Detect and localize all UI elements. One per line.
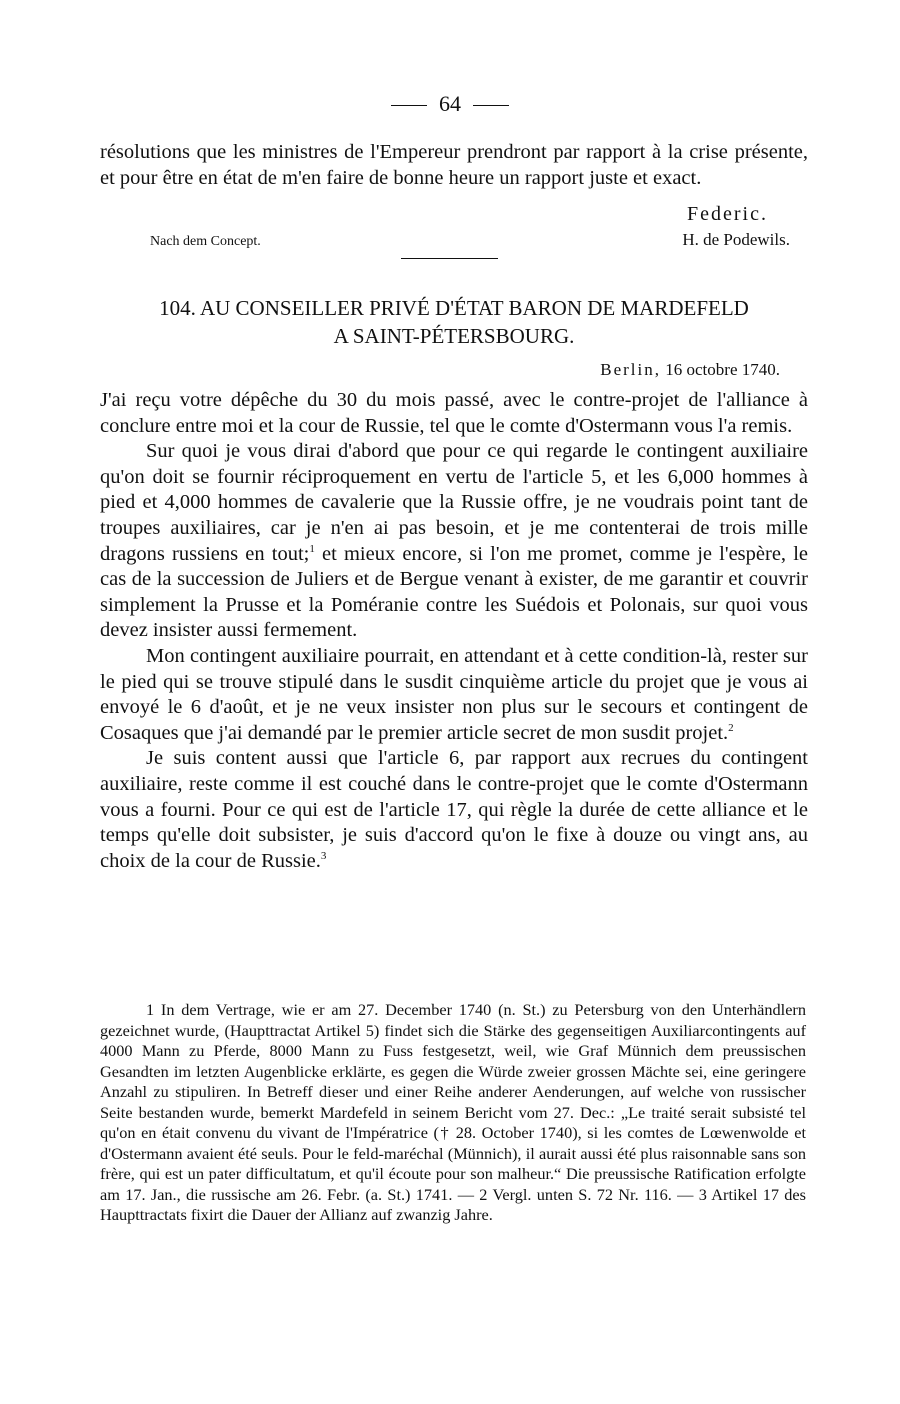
signature-name: Federic.: [687, 203, 768, 225]
page-number: [0, 90, 900, 118]
page-number-text: 64: [439, 91, 461, 116]
section-divider: [401, 258, 498, 259]
countersignature: H. de Podewils.: [682, 230, 790, 249]
footnote-ref-3: 3: [320, 849, 327, 862]
signature-row: [100, 203, 790, 231]
paragraph-2-text-a: Sur quoi je vous dirai d'abord que pour ce qui regarde le contingent auxiliaire qu'on doit se fournir réciproquement en vertu de l'article 5, et les 6,000 hommes à pied et 4,000 hommes de cavalerie que la Russie offre, je ne voudrais point tant de troupes auxiliaires, car je n'en ai pas besoin, et je me contenterai de trois mille dragons russiens en tout;: [100, 440, 808, 565]
paragraph-3-text: Mon contingent auxiliaire pourrait, en attendant et à cette condition-là, rester sur le pied qui se trouve stipulé dans le susdit cinquième article du projet que je vous ai envoyé le 6 d'août, et je ne veux insister non plus sur le secours et contingent de Cosaques que j'ai demandé par le premier article secret de mon susdit projet.: [100, 644, 808, 744]
paragraph-4-text: Je suis content aussi que l'article 6, par rapport aux recrues du contingent auxiliaire, reste comme il est couché dans le contre-projet que le comte d'Ostermann vous a fourni. Pour ce qui est de l'article 17, qui règle la durée de cette alliance et le temps qu'elle doit subsister, je suis d'accord qu'on le fixe à douze ou vingt ans, au choix de la cour de Russie.: [100, 747, 808, 872]
footnotes: 1 In dem Vertrage, wie er am 27. December 1740 (n. St.) zu Petersburg von den Unterhändlern gezeichnet wurde, (Haupttractat Artikel 5) findet sich die Stärke des gegenseitigen Auxiliarcontingents auf 4000 Mann zu Pferde, 8000 Mann zu Fuss festgesetzt, weil, wie Graf Münnich dem preussischen Gesandten im letzten Augenblicke erklärte, es gegen die Würde zweier grossen Mächte sei, eine geringere Anzahl zu stipuliren. In Betreff dieser und einer Reihe anderer Aenderungen, auf welche von russischer Seite bestanden wurde, bemerkt Mardefeld in seinem Bericht vom 27. Dec.: „Le traité serait subsisté tel qu'on en était convenu du vivant de l'Impératrice († 28. October 1740), si les comtes de Lœwenwolde et d'Ostermann avaient été seuls. Pour le feld-maréchal (Münnich), il aurait aussi été plus raisonnable sans son frère, qui est un pater difficultatum, et qu'il écoute pour son malheur.“ Die preussische Ratification erfolgte am 17. Jan., die russische am 26. Febr. (a. St.) 1741. — 2 Vergl. unten S. 72 Nr. 116. — 3 Artikel 17 des Haupttractats fixirt die Dauer der Allianz auf zwanzig Jahre.: [100, 1000, 806, 1224]
page-number-dash-left: [391, 105, 427, 106]
paragraph-3: [100, 644, 808, 746]
letter-heading-line1: 104. AU CONSEILLER PRIVÉ D'ÉTAT BARON DE MARDEFELD: [159, 296, 749, 320]
previous-letter-text: résolutions que les ministres de l'Empereur prendront par rapport à la crise présente, et pour être en état de m'en faire de bonne heure un rapport juste et exact.: [100, 141, 808, 189]
letter-heading-line2: A SAINT-PÉTERSBOURG.: [333, 324, 575, 348]
paragraph-2: [100, 439, 808, 644]
signature-row-2: [100, 230, 790, 252]
paragraph-2-text-b: et mieux encore, si l'on me promet, comme je l'espère, le cas de la succession de Juliers et de Bergue venant à exister, de me garantir et couvrir simplement la Prusse et la Poméranie contre les Suédois et Polonais, sur quoi vous devez insister aussi fermement.: [100, 542, 808, 642]
dateline: [100, 360, 780, 380]
concept-note: Nach dem Concept.: [150, 234, 261, 249]
previous-letter-ending: [100, 140, 808, 191]
paragraph-4: [100, 746, 808, 874]
letter-heading: [100, 294, 808, 350]
dateline-place: Berlin,: [600, 360, 662, 379]
letter-body: [100, 388, 808, 874]
page-number-dash-right: [473, 105, 509, 106]
dateline-date: 16 octobre 1740.: [665, 360, 780, 379]
paragraph-1: J'ai reçu votre dépêche du 30 du mois passé, avec le contre-projet de l'alliance à conclure entre moi et la cour de Russie, tel que le comte d'Ostermann vous l'a remis.: [100, 389, 808, 437]
footnote-ref-2: 2: [728, 721, 734, 734]
footnote-ref-1: 1: [309, 542, 315, 555]
